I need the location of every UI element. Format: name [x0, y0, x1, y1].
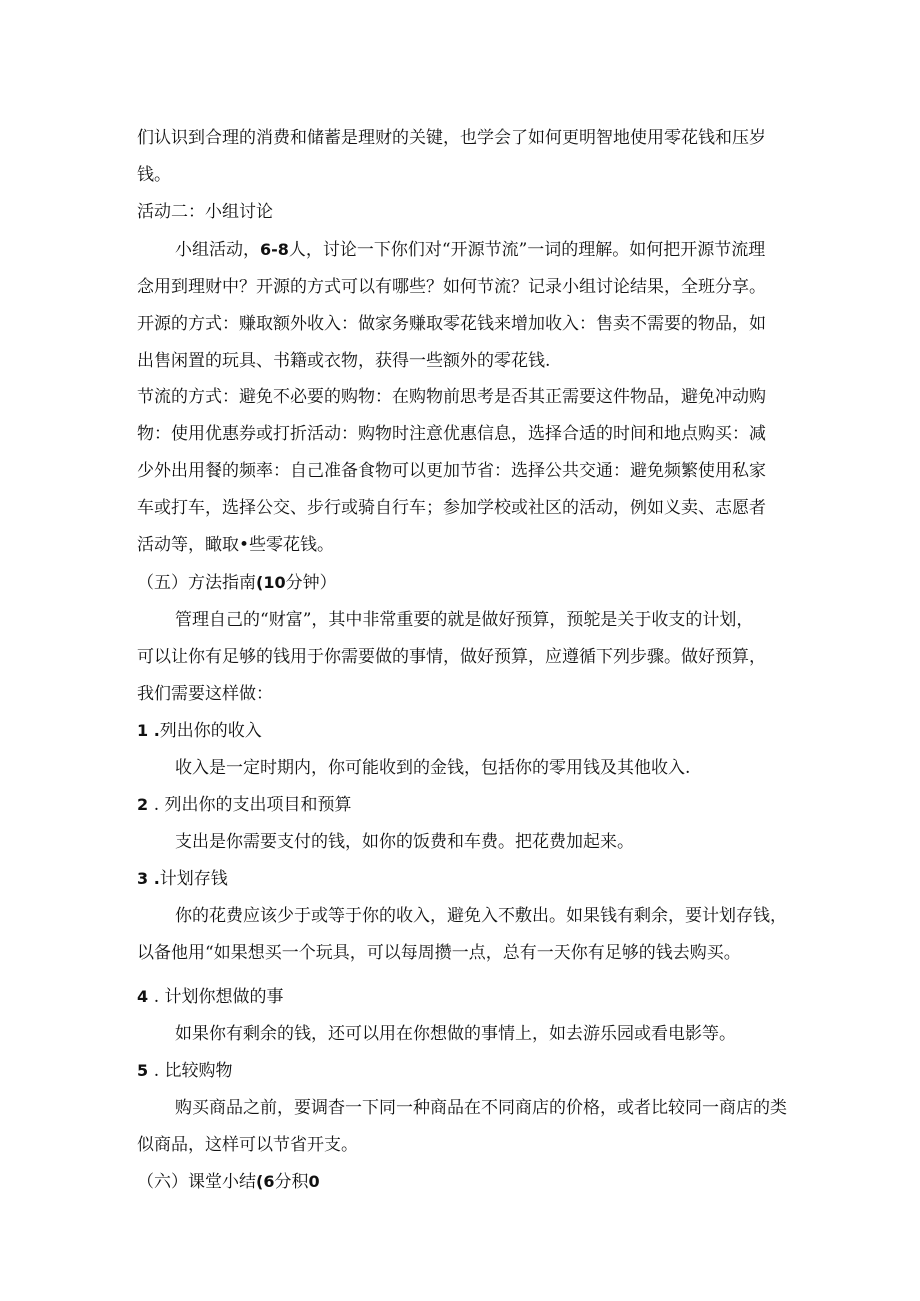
- paragraph-line: 节流的方式：避免不必要的购物：在购物前思考是否其正需要这件物品，避免冲动购: [137, 387, 766, 407]
- paragraph-line: 开源的方式：赚取额外收入：做家务赚取零花钱来增加收入：售卖不需要的物品，如: [137, 314, 766, 334]
- step-heading: 2 . 列出你的支出项目和预算: [137, 795, 352, 815]
- paragraph-line: 们认识到合理的消费和储蓄是理财的关键，也学会了如何更明智地使用零花钱和压岁: [137, 128, 766, 148]
- step-description: 似商品，这样可以节省开支。: [137, 1135, 358, 1155]
- paragraph-line: 物：使用优惠券或打折活动：购物时注意优惠信息，选择合适的时间和地点购买：减: [137, 424, 766, 444]
- paragraph-line: 活动等，瞰取•些零花钱。: [137, 535, 335, 555]
- paragraph-line: 出售闲置的玩具、书籍或衣物，获得一些额外的零花钱.: [137, 351, 551, 371]
- step-heading: 4 . 计划你想做的事: [137, 987, 284, 1007]
- paragraph-line: 钱。: [137, 165, 171, 185]
- paragraph-line: 小组活动，6-8人，讨论一下你们对“开源节流”一词的理解。如何把开源节流理: [175, 240, 766, 260]
- section-heading: （六）课堂小结(6分积0: [137, 1172, 320, 1192]
- step-description: 如果你有剩余的钱，还可以用在你想做的事情上，如去游乐园或看电影等。: [175, 1024, 736, 1044]
- paragraph-line: 管理自己的“财富”，其中非常重要的就是做好预算，预鸵是关于收支的计划，: [175, 610, 754, 630]
- step-heading: 1 .列出你的收入: [137, 721, 262, 741]
- step-description: 支出是你需要支付的钱，如你的饭费和车费。把花费加起来。: [175, 832, 634, 852]
- step-description: 你的花费应该少于或等于你的收入，避免入不敷出。如果钱有剩余，要计划存钱，: [175, 906, 787, 926]
- paragraph-line: 可以让你有足够的钱用于你需要做的事情，做好预算，应遵循下列步骤。做好预算，: [137, 647, 766, 667]
- paragraph-line: 车或打车，选择公交、步行或骑自行车；参加学校或社区的活动，例如义卖、志愿者: [137, 498, 766, 518]
- paragraph-line: 我们需要这样做：: [137, 684, 273, 704]
- activity-heading: 活动二：小组讨论: [137, 202, 273, 222]
- step-description: 收入是一定时期内，你可能收到的金钱，包括你的零用钱及其他收入.: [175, 758, 691, 778]
- paragraph-line: 少外出用餐的频率：自己准备食物可以更加节省：选择公共交通：避免频繁使用私家: [137, 461, 766, 481]
- step-heading: 3 .计划存钱: [137, 869, 228, 889]
- step-description: 购买商品之前，要调杳一下同一种商品在不同商店的价格，或者比较同一商店的类: [175, 1098, 787, 1118]
- step-heading: 5 . 比较购物: [137, 1061, 233, 1081]
- step-description: 以备他用“如果想买一个玩具，可以每周攒一点，总有一天你有足够的钱去购买。: [137, 943, 741, 963]
- section-heading: （五）方法指南(10分钟）: [137, 573, 337, 593]
- paragraph-line: 念用到理财中？开源的方式可以有哪些？如何节流？记录小组讨论结果，全班分享。: [137, 277, 766, 297]
